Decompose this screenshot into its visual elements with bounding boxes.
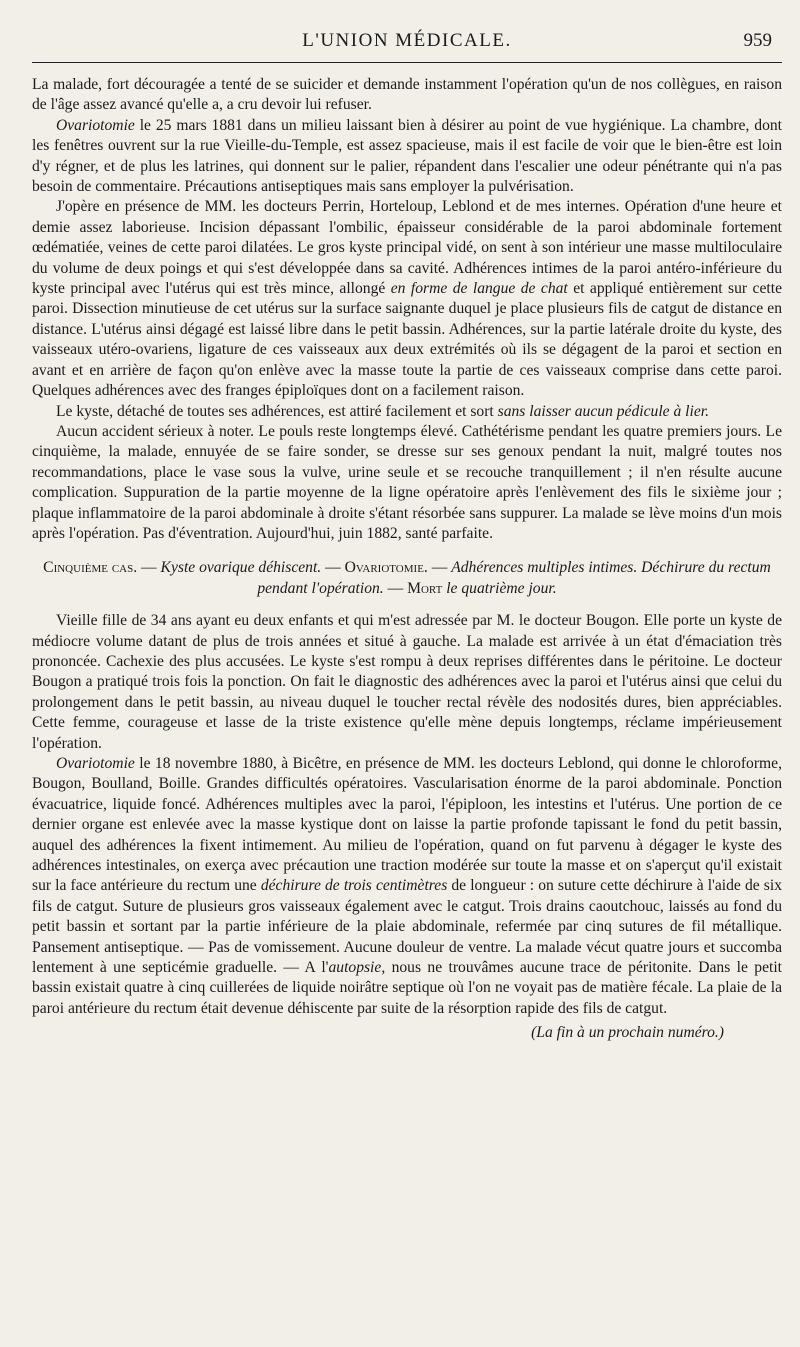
continuation-note: (La fin à un prochain numéro.) — [531, 1024, 724, 1042]
paragraph-2: Ovariotomie le 25 mars 1881 dans un milieu laissant bien à désirer au point de vue hygiénique. La chambre, dont les fenêtres ouvrent sur la rue Vieille-du-Temple, est assez spacieuse, mais il est facile de voir que le bien-être est loin d'y régner, et de plus les latrines, qui donnent sur le palier, répandent dans l'escalier une odeur pénétrante qui n'a pas besoin de commentaire. Précautions antiseptiques mais sans employer la pulvérisation. — [32, 116, 782, 196]
ovariotomie-lead: Ovariotomie — [56, 116, 135, 134]
paragraph-5: Aucun accident sérieux à noter. Le pouls reste longtemps élevé. Cathétérisme pendant les quatre premiers jours. Le cinquième, la malade, ennuyée de se faire sonder, se dresse sur ses genoux pendant la nuit, malgré toutes nos recommandations, place le vase sous la vulve, urine seule et se recouche tranquillement ; il n'en résulte aucune complication. Suppuration de la partie moyenne de la ligne opératoire après l'enlèvement des fils le sixième jour ; plaque inflammatoire de la paroi abdominale à droite s'étant résorbée sans suppurer. La malade se lève moins d'un mois après l'opération. Pas d'éventration. Aujourd'hui, juin 1882, santé parfaite. — [32, 422, 782, 542]
paragraph-7: Ovariotomie le 18 novembre 1880, à Bicêtre, en présence de MM. les docteurs Leblond, qui donne le chloroforme, Bougon, Boulland, Boille. Grandes difficultés opératoires. Vascularisation énorme de la paroi abdominale. Ponction évacuatrice, liquide foncé. Adhérences multiples avec la paroi, l'épiploon, les intestins et l'utérus. Une portion de ce dernier organe est enlevée avec la masse kystique dont on laisse la partie profonde tapissant le fond du petit bassin, auquel des adhérences la fixent intimement. Au milieu de l'opération, quand on fut parvenu à dégager le kyste des adhérences intestinales, on exerça avec précaution une traction modérée sur toute la masse et on s'aperçut qu'il existait sur la face antérieure du rectum une déchirure de trois centimètres de longueur : on suture cette déchirure à l'aide de six fils de catgut. Suture de plusieurs gros vaisseaux également avec le catgut. Trois drains caoutchouc, laissés au fond du petit bassin et sortant par la partie inférieure de la plaie abdominale, refermée par cinq sutures de fil métallique. Pansement antiseptique. — Pas de vomissement. Aucune douleur de ventre. La malade vécut quatre jours et succomba lentement à une septicémie graduelle. — A l'autopsie, nous ne trouvâmes aucune trace de péritonite. Dans le petit bassin existait quatre à cinq cuillerées de liquide noirâtre septique où l'on ne voyait pas de matière fécale. La plaie de la paroi antérieure du rectum était devenue déhiscente par suite de la résorption rapide des fils de catgut. — [32, 755, 782, 1017]
paragraph-3: J'opère en présence de MM. les docteurs Perrin, Horteloup, Leblond et de mes internes. Opération d'une heure et demie assez laborieuse. Incision dépassant l'ombilic, épaisseur considérable de la paroi abdominale fortement œdématiée, veines de cette paroi dilatées. Le gros kyste principal vidé, on sent à son intérieur une masse multiloculaire du volume de deux poings et qui s'est développée dans sa cavité. Adhérences intimes de la paroi antéro-inférieure du kyste principal avec l'utérus qui est très mince, allongé en forme de langue de chat et appliqué entièrement sur cette paroi. Dissection minutieuse de cet utérus sur la surface saignante duquel je place plusieurs fils de catgut de distance en distance. L'utérus ainsi dégagé est laissé libre dans le petit bassin. Adhérences, sur la partie latérale droite du kyste, des vaisseaux utéro-ovariens, ligature de ces vaisseaux aux deux extrémités où ils se dégagent de la paroi et section en avant et en arrière de façon qu'on enlève avec la masse toute la partie de ces vaisseaux comprise dans cette paroi. Quelques adhérences avec des franges épiploïques dont on a facilement raison. — [32, 198, 782, 400]
page-number: 959 — [743, 30, 772, 51]
case-heading: Cinquième cas. — Kyste ovarique déhiscent. — Ovariotomie. — Adhérences multiples intimes. Déchirure du rectum pendant l'opération. — Mort le quatrième jour. — [43, 559, 771, 597]
journal-title: L'UNION MÉDICALE. — [302, 30, 512, 51]
running-header — [32, 26, 782, 63]
paragraph-1: La malade, fort découragée a tenté de se suicider et demande instamment l'opération qu'un de nos collègues, en raison de l'âge assez avancé qu'elle a, a cru devoir lui refuser. — [32, 76, 782, 114]
case-label: Cinquième cas. — [43, 559, 138, 577]
paragraph-6: Vieille fille de 34 ans ayant eu deux enfants et qui m'est adressée par M. le docteur Bougon. Elle porte un kyste de médiocre volume datant de plus de trois années et situé à gauche. La malade est arrivée à un état d'émaciation très prononcée. Cachexie des plus accusées. Le kyste s'est rompu à deux reprises différentes dans le péritoine. Le docteur Bougon a pratiqué trois fois la ponction. On fait le diagnostic des adhérences avec la paroi et l'utérus ainsi que celui du prolongement dans le petit bassin, au niveau duquel le toucher rectal révèle des nodosités dures, bien appréciables. Cette femme, courageuse et lasse de la triste existence qu'elle mène depuis longtemps, réclame impérieusement l'opération. — [32, 612, 782, 752]
paragraph-4: Le kyste, détaché de toutes ses adhérences, est attiré facilement et sort sans laisser aucun pédicule à lier. — [56, 402, 710, 420]
